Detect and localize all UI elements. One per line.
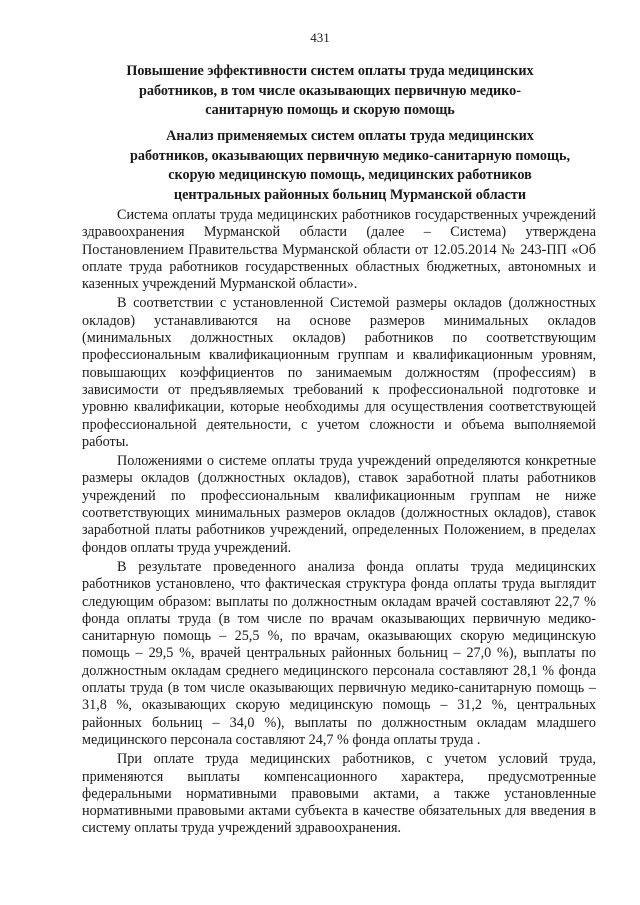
- paragraph: Положениями о системе оплаты труда учреждений определяются конкретные размеры окладов (должностных окладов), ставок заработной платы работников учреждений по профессиональным квалификационным группам не ниже соответствующих минимальных размеров окладов (должностных окладов), ставок заработной платы работников учреждений, определенных Положением, в пределах фондов оплаты труда учреждений.: [82, 453, 596, 556]
- body-text: [82, 207, 596, 840]
- page-number: 431: [310, 30, 330, 45]
- paragraph: При оплате труда медицинских работников, с учетом условий труда, применяются выплаты компенсационного характера, предусмотренные федеральными нормативными правовыми актами, а также установленные нормативными правовыми актами субъекта в качестве обязательных для введения в систему оплаты труда учреждений здравоохранения.: [82, 751, 596, 837]
- section-title: Повышение эффективности систем оплаты труда медицинских работников, в том числе оказывающих первичную медико-санитарную помощь и скорую помощь: [126, 63, 534, 118]
- paragraph: В соответствии с установленной Системой размеры окладов (должностных окладов) устанавливаются на основе размеров минимальных окладов (минимальных должностных окладов) работников по соответствующим профессиональным квалификационным группам и квалификационным уровням, повышающих коэффициентов по занимаемым должностям (профессиям) в зависимости от предъявляемых требований к профессиональной подготовке и уровню квалификации, которые необходимы для осуществления соответствующей профессиональной деятельности, с учетом сложности и объема выполняемой работы.: [82, 295, 596, 450]
- subsection-title: Анализ применяемых систем оплаты труда медицинских работников, оказывающих первичную медико-санитарную помощь, скорую медицинскую помощь, медицинских работников центральных районных больниц Мурманской области: [130, 128, 570, 203]
- paragraph: Система оплаты труда медицинских работников государственных учреждений здравоохранения Мурманской области (далее – Система) утверждена Постановлением Правительства Мурманской области от 12.05.2014 № 243-ПП «Об оплате труда работников государственных областных бюджетных, автономных и казенных учреждений Мурманской области».: [82, 207, 596, 293]
- paragraph: В результате проведенного анализа фонда оплаты труда медицинских работников установлено, что фактическая структура фонда оплаты труда выглядит следующим образом: выплаты по должностным окладам врачей составляют 22,7 % фонда оплаты труда (в том числе по врачам оказывающих первичную медико-санитарную помощь – 25,5 %, по врачам, оказывающих скорую медицинскую помощь – 29,5 %, врачей центральных районных больниц – 27,0 %), выплаты по должностным окладам среднего медицинского персонала составляют 28,1 % фонда оплаты труда (в том числе оказывающих первичную медико-санитарную помощь – 31,8 %, оказывающих скорую медицинскую помощь – 31,2 %, центральных районных больниц – 34,0 %), выплаты по должностным окладам младшего медицинского персонала составляют 24,7 % фонда оплаты труда .: [82, 558, 596, 748]
